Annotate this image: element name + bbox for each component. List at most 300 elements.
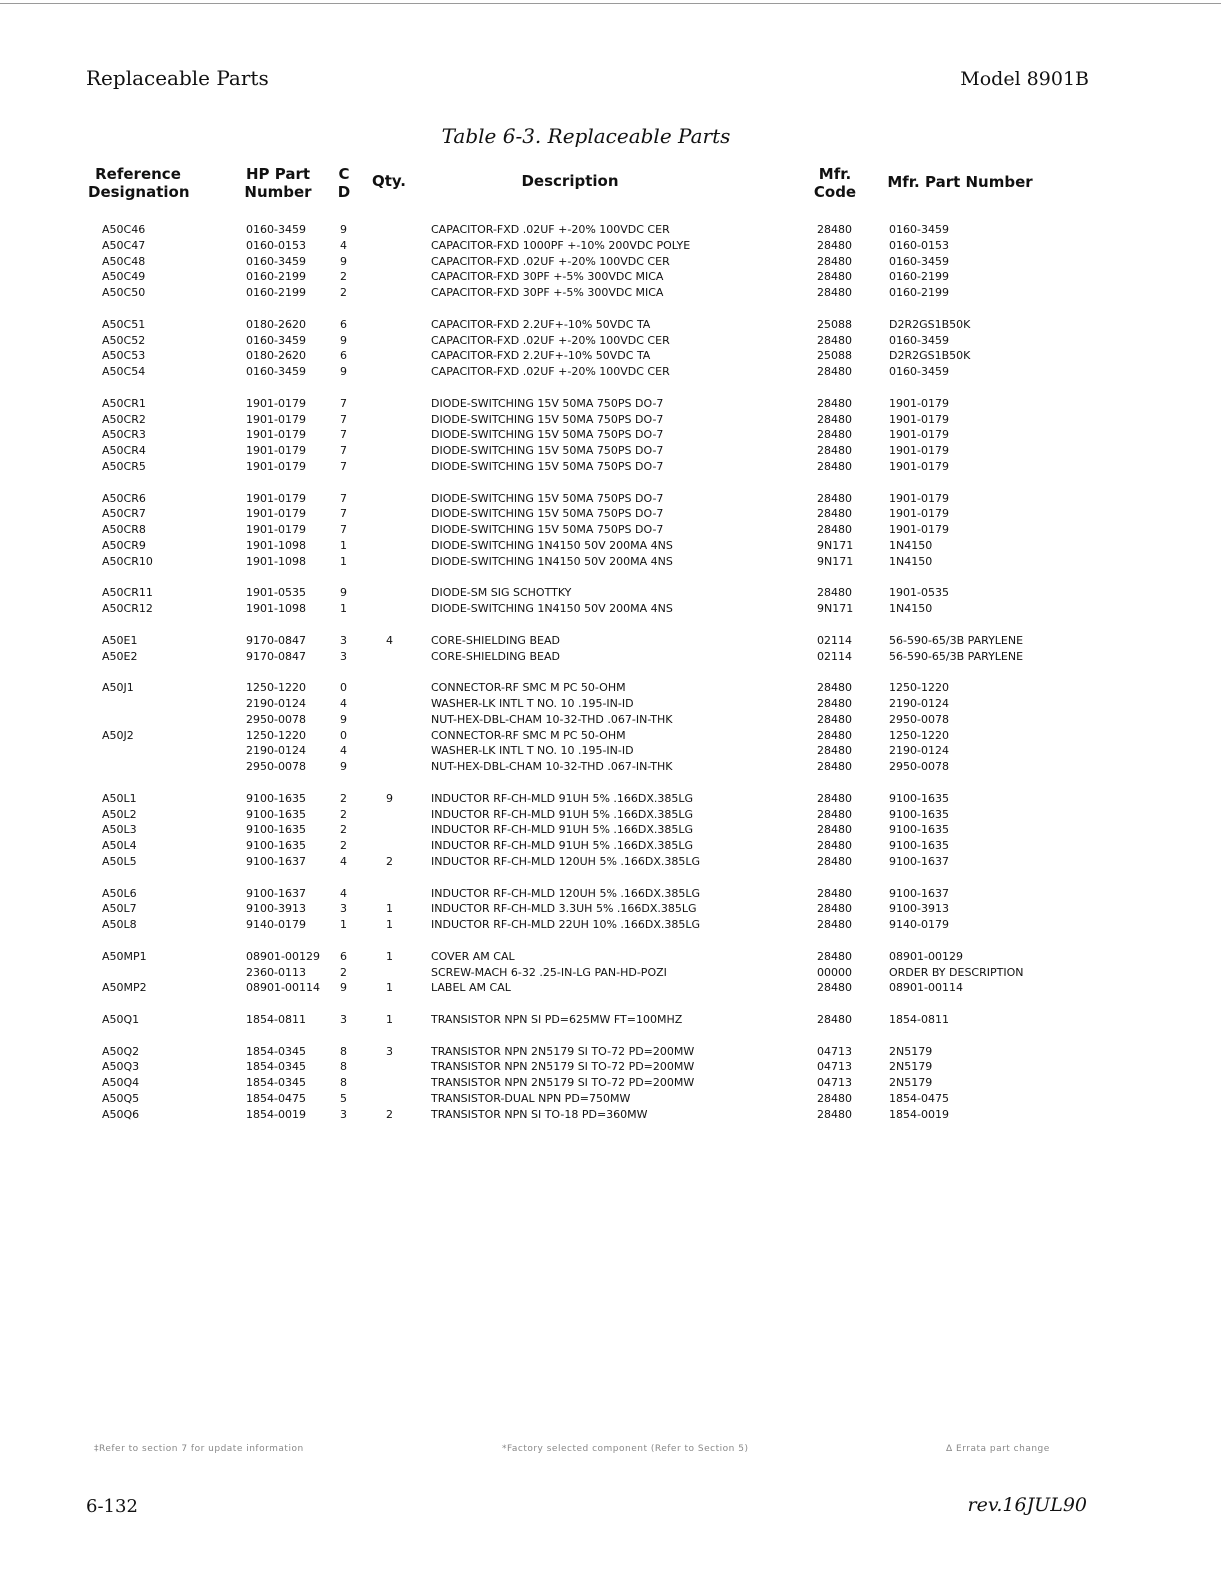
cell-check-digit: 2 xyxy=(340,823,347,837)
table-row xyxy=(0,412,1221,428)
table-row xyxy=(0,443,1221,459)
cell-mfr-code: 28480 xyxy=(817,460,852,473)
cell-hp-part-number: 9100-1635 xyxy=(246,823,306,837)
cell-hp-part-number: 1854-0475 xyxy=(246,1092,306,1105)
cell-check-digit: 4 xyxy=(340,855,347,868)
cell-description: INDUCTOR RF-CH-MLD 120UH 5% .166DX.385LG xyxy=(431,886,701,900)
cell-mfr-part-number: 9100-1635 xyxy=(889,807,949,821)
cell-hp-part-number: 1854-0811 xyxy=(246,1013,306,1026)
cell-hp-part-number: 0180-2620 xyxy=(246,317,306,331)
cell-mfr-part-number: 0160-3459 xyxy=(889,333,949,347)
cell-ref-designation: A50CR1 xyxy=(102,396,146,410)
cell-hp-part-number: 1901-0179 xyxy=(246,396,306,410)
cell-mfr-part-number: 1N4150 xyxy=(889,554,933,568)
cell-mfr-part-number: 2190-0124 xyxy=(889,697,949,710)
table-row xyxy=(0,712,1221,728)
cell-description: INDUCTOR RF-CH-MLD 91UH 5% .166DX.385LG xyxy=(431,823,694,837)
cell-check-digit: 9 xyxy=(340,223,347,236)
cell-check-digit: 7 xyxy=(340,428,347,442)
cell-mfr-code: 28480 xyxy=(817,728,852,742)
table-row xyxy=(0,506,1221,522)
table-row xyxy=(0,696,1221,712)
cell-mfr-part-number: 2950-0078 xyxy=(889,712,949,726)
cell-mfr-code: 28480 xyxy=(817,254,852,268)
cell-description: INDUCTOR RF-CH-MLD 91UH 5% .166DX.385LG xyxy=(431,839,694,853)
cell-check-digit: 2 xyxy=(340,965,347,979)
cell-mfr-code: 28480 xyxy=(817,523,852,537)
table-row xyxy=(0,649,1221,665)
cell-check-digit: 3 xyxy=(340,1013,347,1026)
cell-description: DIODE-SWITCHING 15V 50MA 750PS DO-7 xyxy=(431,491,664,505)
cell-description: CORE-SHIELDING BEAD xyxy=(431,649,560,663)
cell-description: DIODE-SWITCHING 15V 50MA 750PS DO-7 xyxy=(431,396,664,410)
table-row xyxy=(0,364,1221,380)
cell-mfr-code: 28480 xyxy=(817,223,852,236)
cell-ref-designation: A50E2 xyxy=(102,649,138,663)
cell-hp-part-number: 08901-00114 xyxy=(246,981,320,995)
cell-mfr-code: 28480 xyxy=(817,760,852,774)
cell-check-digit: 0 xyxy=(340,728,347,742)
cell-mfr-part-number: 0160-3459 xyxy=(889,365,949,379)
cell-description: DIODE-SWITCHING 1N4150 50V 200MA 4NS xyxy=(431,539,673,552)
cell-hp-part-number: 2360-0113 xyxy=(246,965,306,979)
cell-ref-designation: A50CR6 xyxy=(102,491,146,505)
cell-ref-designation: A50CR7 xyxy=(102,507,146,521)
table-row xyxy=(0,728,1221,744)
cell-mfr-part-number: 08901-00114 xyxy=(889,981,963,995)
cell-mfr-part-number: 2N5179 xyxy=(889,1044,933,1058)
cell-hp-part-number: 0180-2620 xyxy=(246,349,306,363)
cell-description: CONNECTOR-RF SMC M PC 50-OHM xyxy=(431,728,626,742)
table-row xyxy=(0,554,1221,570)
cell-mfr-part-number: 1901-0179 xyxy=(889,507,949,521)
cell-check-digit: 7 xyxy=(340,491,347,505)
cell-hp-part-number: 9170-0847 xyxy=(246,633,306,647)
cell-ref-designation: A50L8 xyxy=(102,918,137,932)
cell-ref-designation: A50C47 xyxy=(102,238,146,252)
cell-quantity: 3 xyxy=(386,1044,393,1058)
cell-description: CAPACITOR-FXD 1000PF +-10% 200VDC POLYE xyxy=(431,238,691,252)
table-row xyxy=(0,1044,1221,1060)
cell-hp-part-number: 0160-3459 xyxy=(246,365,306,379)
table-row xyxy=(0,538,1221,554)
footnote-factory-selected: *Factory selected component (Refer to Section 5) xyxy=(502,1444,749,1454)
cell-check-digit: 2 xyxy=(340,807,347,821)
cell-check-digit: 9 xyxy=(340,333,347,347)
table-row xyxy=(0,965,1221,981)
cell-hp-part-number: 1901-0179 xyxy=(246,428,306,442)
cell-check-digit: 1 xyxy=(340,554,347,568)
cell-description: INDUCTOR RF-CH-MLD 120UH 5% .166DX.385LG xyxy=(431,855,701,868)
col-header-mfr-part-number: Mfr. Part Number xyxy=(887,173,1033,191)
table-row xyxy=(0,759,1221,775)
cell-mfr-part-number: 9100-3913 xyxy=(889,902,949,916)
table-row xyxy=(0,980,1221,996)
cell-hp-part-number: 1250-1220 xyxy=(246,681,306,695)
cell-mfr-part-number: 1854-0019 xyxy=(889,1107,949,1121)
cell-ref-designation: A50L1 xyxy=(102,791,137,805)
cell-check-digit: 2 xyxy=(340,839,347,853)
cell-ref-designation: A50Q2 xyxy=(102,1044,140,1058)
cell-description: COVER AM CAL xyxy=(431,949,515,963)
col-header-hp-line2: Number xyxy=(244,183,312,201)
cell-description: TRANSISTOR NPN SI PD=625MW FT=100MHZ xyxy=(431,1013,683,1026)
cell-mfr-part-number: 1N4150 xyxy=(889,539,933,552)
cell-mfr-code: 28480 xyxy=(817,270,852,284)
cell-description: NUT-HEX-DBL-CHAM 10-32-THD .067-IN-THK xyxy=(431,712,673,726)
cell-ref-designation: A50C52 xyxy=(102,333,146,347)
cell-mfr-part-number: 1250-1220 xyxy=(889,681,949,695)
cell-description: WASHER-LK INTL T NO. 10 .195-IN-ID xyxy=(431,744,634,758)
table-row xyxy=(0,917,1221,933)
cell-ref-designation: A50L4 xyxy=(102,839,137,853)
table-row xyxy=(0,807,1221,823)
cell-mfr-part-number: 08901-00129 xyxy=(889,949,963,963)
cell-description: TRANSISTOR NPN SI TO-18 PD=360MW xyxy=(431,1107,648,1121)
cell-hp-part-number: 08901-00129 xyxy=(246,949,320,963)
cell-hp-part-number: 1901-0179 xyxy=(246,444,306,458)
cell-quantity: 1 xyxy=(386,981,393,995)
table-row xyxy=(0,854,1221,870)
cell-hp-part-number: 0160-0153 xyxy=(246,238,306,252)
cell-check-digit: 0 xyxy=(340,681,347,695)
table-row xyxy=(0,1091,1221,1107)
cell-mfr-part-number: 0160-3459 xyxy=(889,223,949,236)
cell-mfr-code: 28480 xyxy=(817,902,852,916)
cell-check-digit: 1 xyxy=(340,539,347,552)
cell-mfr-part-number: 0160-2199 xyxy=(889,270,949,284)
cell-description: LABEL AM CAL xyxy=(431,981,511,995)
cell-check-digit: 9 xyxy=(340,981,347,995)
table-row xyxy=(0,348,1221,364)
cell-mfr-code: 25088 xyxy=(817,349,852,363)
cell-hp-part-number: 9140-0179 xyxy=(246,918,306,932)
cell-mfr-code: 28480 xyxy=(817,839,852,853)
cell-mfr-part-number: 1901-0179 xyxy=(889,444,949,458)
table-row xyxy=(0,1012,1221,1028)
cell-mfr-part-number: 1250-1220 xyxy=(889,728,949,742)
table-row xyxy=(0,1059,1221,1075)
cell-check-digit: 2 xyxy=(340,270,347,284)
cell-ref-designation: A50C48 xyxy=(102,254,146,268)
cell-description: INDUCTOR RF-CH-MLD 22UH 10% .166DX.385LG xyxy=(431,918,701,932)
cell-description: WASHER-LK INTL T NO. 10 .195-IN-ID xyxy=(431,697,634,710)
cell-ref-designation: A50L6 xyxy=(102,886,137,900)
cell-mfr-code: 02114 xyxy=(817,649,852,663)
cell-mfr-part-number: 1N4150 xyxy=(889,602,933,616)
table-row xyxy=(0,317,1221,333)
cell-check-digit: 2 xyxy=(340,286,347,300)
cell-mfr-part-number: 1901-0179 xyxy=(889,428,949,442)
cell-mfr-code: 02114 xyxy=(817,633,852,647)
table-row xyxy=(0,427,1221,443)
cell-ref-designation: A50L2 xyxy=(102,807,137,821)
cell-check-digit: 6 xyxy=(340,349,347,363)
cell-ref-designation: A50C46 xyxy=(102,223,146,236)
cell-ref-designation: A50L3 xyxy=(102,823,137,837)
cell-hp-part-number: 0160-3459 xyxy=(246,254,306,268)
cell-check-digit: 5 xyxy=(340,1092,347,1105)
cell-description: CAPACITOR-FXD 2.2UF+-10% 50VDC TA xyxy=(431,349,651,363)
cell-description: TRANSISTOR NPN 2N5179 SI TO-72 PD=200MW xyxy=(431,1060,695,1074)
cell-mfr-part-number: 1901-0179 xyxy=(889,396,949,410)
cell-description: NUT-HEX-DBL-CHAM 10-32-THD .067-IN-THK xyxy=(431,760,673,774)
cell-hp-part-number: 1250-1220 xyxy=(246,728,306,742)
table-row xyxy=(0,333,1221,349)
cell-mfr-code: 28480 xyxy=(817,333,852,347)
cell-mfr-part-number: 0160-3459 xyxy=(889,254,949,268)
cell-mfr-part-number: 1901-0179 xyxy=(889,412,949,426)
cell-mfr-code: 04713 xyxy=(817,1044,852,1058)
model-number: Model 8901B xyxy=(960,68,1089,90)
cell-mfr-code: 28480 xyxy=(817,744,852,758)
table-row xyxy=(0,238,1221,254)
cell-ref-designation: A50E1 xyxy=(102,633,138,647)
cell-mfr-code: 28480 xyxy=(817,886,852,900)
cell-description: CAPACITOR-FXD 30PF +-5% 300VDC MICA xyxy=(431,286,664,300)
footnote-errata: Δ Errata part change xyxy=(946,1444,1050,1454)
cell-mfr-part-number: ORDER BY DESCRIPTION xyxy=(889,965,1024,979)
table-row xyxy=(0,522,1221,538)
cell-mfr-code: 00000 xyxy=(817,965,852,979)
cell-description: INDUCTOR RF-CH-MLD 3.3UH 5% .166DX.385LG xyxy=(431,902,697,916)
cell-ref-designation: A50MP1 xyxy=(102,949,147,963)
cell-hp-part-number: 9100-1637 xyxy=(246,855,306,868)
col-header-reference-line1: Reference xyxy=(95,165,181,183)
cell-mfr-code: 28480 xyxy=(817,586,852,600)
cell-hp-part-number: 2950-0078 xyxy=(246,760,306,774)
cell-ref-designation: A50CR3 xyxy=(102,428,146,442)
cell-check-digit: 7 xyxy=(340,396,347,410)
cell-quantity: 1 xyxy=(386,918,393,932)
cell-check-digit: 7 xyxy=(340,523,347,537)
cell-mfr-code: 9N171 xyxy=(817,539,854,552)
cell-mfr-part-number: 9100-1637 xyxy=(889,886,949,900)
col-header-reference-line2: Designation xyxy=(88,183,190,201)
cell-mfr-part-number: 1901-0535 xyxy=(889,586,949,600)
cell-mfr-part-number: 2950-0078 xyxy=(889,760,949,774)
cell-check-digit: 9 xyxy=(340,365,347,379)
cell-description: TRANSISTOR-DUAL NPN PD=750MW xyxy=(431,1092,631,1105)
cell-hp-part-number: 2950-0078 xyxy=(246,712,306,726)
cell-description: CAPACITOR-FXD .02UF +-20% 100VDC CER xyxy=(431,333,670,347)
cell-check-digit: 1 xyxy=(340,918,347,932)
cell-quantity: 1 xyxy=(386,949,393,963)
cell-mfr-part-number: 1901-0179 xyxy=(889,523,949,537)
cell-hp-part-number: 1901-1098 xyxy=(246,554,306,568)
cell-mfr-code: 28480 xyxy=(817,807,852,821)
cell-hp-part-number: 9100-1637 xyxy=(246,886,306,900)
cell-mfr-code: 28480 xyxy=(817,1092,852,1105)
cell-description: DIODE-SWITCHING 15V 50MA 750PS DO-7 xyxy=(431,444,664,458)
cell-hp-part-number: 0160-3459 xyxy=(246,333,306,347)
cell-ref-designation: A50J1 xyxy=(102,681,134,695)
cell-mfr-part-number: 9100-1637 xyxy=(889,855,949,868)
cell-mfr-code: 28480 xyxy=(817,981,852,995)
col-header-cd-line2: D xyxy=(337,183,351,201)
cell-quantity: 2 xyxy=(386,1107,393,1121)
cell-hp-part-number: 0160-2199 xyxy=(246,286,306,300)
cell-description: TRANSISTOR NPN 2N5179 SI TO-72 PD=200MW xyxy=(431,1076,695,1090)
cell-description: DIODE-SM SIG SCHOTTKY xyxy=(431,586,572,600)
cell-description: TRANSISTOR NPN 2N5179 SI TO-72 PD=200MW xyxy=(431,1044,695,1058)
cell-description: SCREW-MACH 6-32 .25-IN-LG PAN-HD-POZI xyxy=(431,965,667,979)
cell-mfr-part-number: 2N5179 xyxy=(889,1060,933,1074)
table-row xyxy=(0,601,1221,617)
table-row xyxy=(0,791,1221,807)
cell-hp-part-number: 1901-1098 xyxy=(246,602,306,616)
cell-hp-part-number: 1901-0179 xyxy=(246,460,306,473)
cell-mfr-code: 28480 xyxy=(817,286,852,300)
page-number: 6-132 xyxy=(86,1496,138,1517)
cell-ref-designation: A50CR4 xyxy=(102,444,146,458)
cell-ref-designation: A50CR11 xyxy=(102,586,153,600)
table-row xyxy=(0,285,1221,301)
cell-hp-part-number: 9100-1635 xyxy=(246,807,306,821)
cell-ref-designation: A50Q1 xyxy=(102,1013,140,1026)
cell-mfr-part-number: 9100-1635 xyxy=(889,791,949,805)
cell-check-digit: 9 xyxy=(340,586,347,600)
cell-quantity: 1 xyxy=(386,1013,393,1026)
table-row xyxy=(0,743,1221,759)
top-rule xyxy=(0,3,1221,4)
table-row xyxy=(0,1075,1221,1091)
cell-description: CAPACITOR-FXD .02UF +-20% 100VDC CER xyxy=(431,365,670,379)
cell-description: DIODE-SWITCHING 15V 50MA 750PS DO-7 xyxy=(431,523,664,537)
cell-check-digit: 7 xyxy=(340,444,347,458)
col-header-mfr-code xyxy=(805,165,865,201)
cell-hp-part-number: 1901-0179 xyxy=(246,507,306,521)
col-header-qty: Qty. xyxy=(371,172,407,190)
col-header-mfr-line2: Code xyxy=(813,183,857,201)
cell-description: CAPACITOR-FXD .02UF +-20% 100VDC CER xyxy=(431,223,670,236)
cell-check-digit: 4 xyxy=(340,886,347,900)
table-row xyxy=(0,459,1221,475)
cell-quantity: 1 xyxy=(386,902,393,916)
cell-mfr-code: 25088 xyxy=(817,317,852,331)
cell-mfr-code: 9N171 xyxy=(817,602,854,616)
cell-mfr-code: 28480 xyxy=(817,238,852,252)
col-header-cd xyxy=(334,165,354,201)
table-row xyxy=(0,886,1221,902)
cell-description: INDUCTOR RF-CH-MLD 91UH 5% .166DX.385LG xyxy=(431,791,694,805)
cell-hp-part-number: 2190-0124 xyxy=(246,697,306,710)
cell-hp-part-number: 9100-3913 xyxy=(246,902,306,916)
table-row xyxy=(0,633,1221,649)
cell-hp-part-number: 9100-1635 xyxy=(246,791,306,805)
cell-mfr-part-number: D2R2GS1B50K xyxy=(889,349,971,363)
table-row xyxy=(0,585,1221,601)
cell-mfr-code: 28480 xyxy=(817,444,852,458)
cell-mfr-part-number: 0160-2199 xyxy=(889,286,949,300)
cell-mfr-code: 04713 xyxy=(817,1060,852,1074)
cell-mfr-part-number: 1854-0811 xyxy=(889,1013,949,1026)
col-header-reference xyxy=(88,165,188,201)
cell-mfr-part-number: 9100-1635 xyxy=(889,823,949,837)
cell-check-digit: 7 xyxy=(340,412,347,426)
cell-hp-part-number: 9170-0847 xyxy=(246,649,306,663)
cell-check-digit: 4 xyxy=(340,744,347,758)
table-row xyxy=(0,949,1221,965)
cell-ref-designation: A50Q5 xyxy=(102,1092,140,1105)
cell-ref-designation: A50CR2 xyxy=(102,412,146,426)
cell-mfr-code: 28480 xyxy=(817,1107,852,1121)
cell-check-digit: 3 xyxy=(340,649,347,663)
cell-ref-designation: A50J2 xyxy=(102,728,134,742)
cell-hp-part-number: 2190-0124 xyxy=(246,744,306,758)
cell-hp-part-number: 0160-2199 xyxy=(246,270,306,284)
cell-check-digit: 8 xyxy=(340,1060,347,1074)
revision-date: rev.16JUL90 xyxy=(967,1494,1087,1516)
cell-hp-part-number: 1901-1098 xyxy=(246,539,306,552)
col-header-cd-line1: C xyxy=(338,165,350,183)
cell-mfr-code: 28480 xyxy=(817,507,852,521)
cell-mfr-part-number: 9140-0179 xyxy=(889,918,949,932)
cell-check-digit: 9 xyxy=(340,760,347,774)
cell-check-digit: 1 xyxy=(340,602,347,616)
cell-check-digit: 3 xyxy=(340,1107,347,1121)
cell-description: DIODE-SWITCHING 15V 50MA 750PS DO-7 xyxy=(431,428,664,442)
cell-mfr-code: 04713 xyxy=(817,1076,852,1090)
cell-mfr-code: 28480 xyxy=(817,412,852,426)
col-header-description: Description xyxy=(521,172,619,190)
cell-check-digit: 3 xyxy=(340,902,347,916)
cell-mfr-code: 28480 xyxy=(817,491,852,505)
cell-ref-designation: A50CR12 xyxy=(102,602,153,616)
cell-mfr-code: 28480 xyxy=(817,681,852,695)
cell-hp-part-number: 9100-1635 xyxy=(246,839,306,853)
cell-description: CAPACITOR-FXD 2.2UF+-10% 50VDC TA xyxy=(431,317,651,331)
cell-mfr-code: 28480 xyxy=(817,823,852,837)
cell-ref-designation: A50CR8 xyxy=(102,523,146,537)
cell-ref-designation: A50CR9 xyxy=(102,539,146,552)
table-row xyxy=(0,1107,1221,1123)
cell-description: DIODE-SWITCHING 1N4150 50V 200MA 4NS xyxy=(431,602,673,616)
cell-mfr-part-number: 9100-1635 xyxy=(889,839,949,853)
table-row xyxy=(0,838,1221,854)
cell-mfr-code: 28480 xyxy=(817,949,852,963)
table-row xyxy=(0,491,1221,507)
cell-mfr-code: 28480 xyxy=(817,365,852,379)
cell-hp-part-number: 1901-0179 xyxy=(246,491,306,505)
cell-hp-part-number: 1854-0019 xyxy=(246,1107,306,1121)
cell-ref-designation: A50CR5 xyxy=(102,460,146,473)
cell-ref-designation: A50L7 xyxy=(102,902,137,916)
cell-mfr-code: 9N171 xyxy=(817,554,854,568)
cell-mfr-part-number: 1854-0475 xyxy=(889,1092,949,1105)
cell-ref-designation: A50C51 xyxy=(102,317,146,331)
cell-mfr-part-number: 56-590-65/3B PARYLENE xyxy=(889,649,1024,663)
cell-check-digit: 8 xyxy=(340,1044,347,1058)
cell-check-digit: 3 xyxy=(340,633,347,647)
table-row xyxy=(0,254,1221,270)
table-row xyxy=(0,396,1221,412)
cell-check-digit: 7 xyxy=(340,507,347,521)
table-title: Table 6-3. Replaceable Parts xyxy=(441,124,731,148)
cell-mfr-code: 28480 xyxy=(817,918,852,932)
cell-ref-designation: A50C54 xyxy=(102,365,146,379)
cell-mfr-part-number: 1901-0179 xyxy=(889,460,949,473)
cell-description: INDUCTOR RF-CH-MLD 91UH 5% .166DX.385LG xyxy=(431,807,694,821)
cell-description: CONNECTOR-RF SMC M PC 50-OHM xyxy=(431,681,626,695)
cell-ref-designation: A50MP2 xyxy=(102,981,147,995)
cell-ref-designation: A50C49 xyxy=(102,270,146,284)
cell-description: CAPACITOR-FXD .02UF +-20% 100VDC CER xyxy=(431,254,670,268)
table-row xyxy=(0,680,1221,696)
cell-check-digit: 4 xyxy=(340,697,347,710)
cell-description: CAPACITOR-FXD 30PF +-5% 300VDC MICA xyxy=(431,270,664,284)
cell-ref-designation: A50Q3 xyxy=(102,1060,140,1074)
